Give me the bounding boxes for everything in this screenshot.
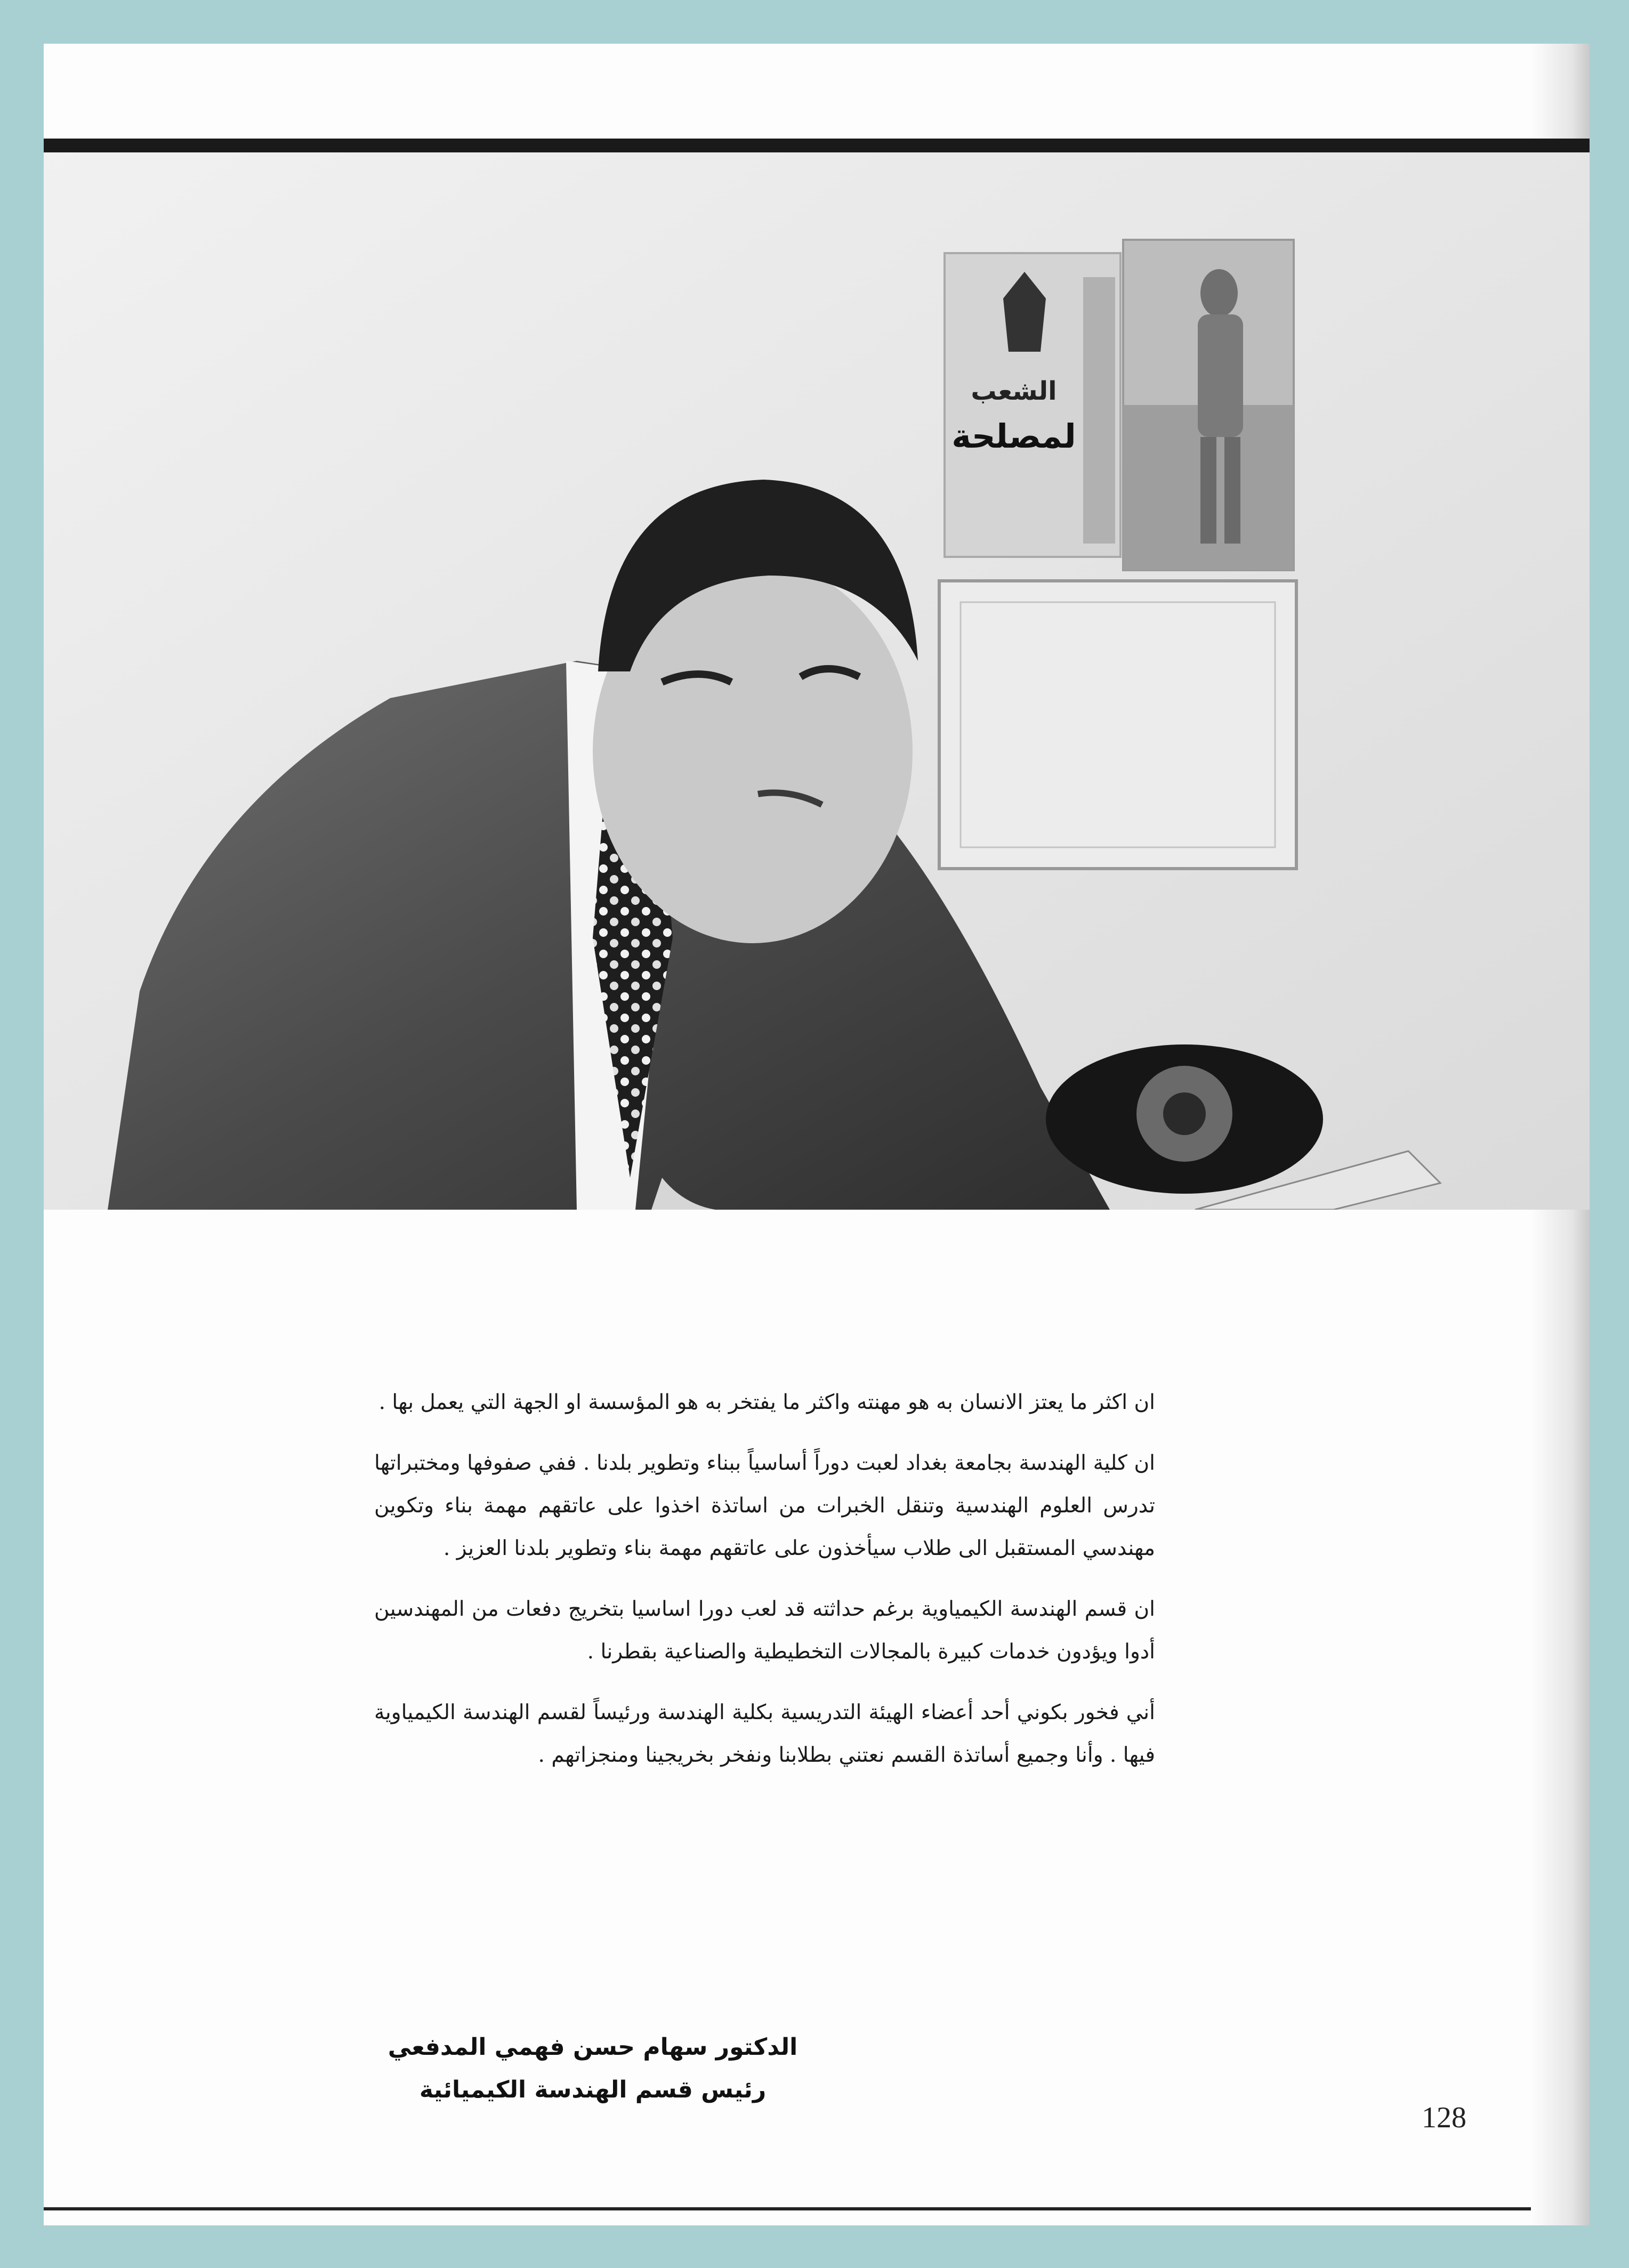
page-number: 128: [1422, 2101, 1466, 2134]
book-page: [44, 44, 1590, 2225]
paragraph-3: ان قسم الهندسة الكيمياوية برغم حداثته قد لعب دورا اساسيا بتخريج دفعات من المهندسين أدوا ويؤدون خدمات كبيرة بالمجالات التخطيطية والصناعية بقطرنا .: [374, 1597, 1155, 1664]
wall-photo: [1123, 240, 1294, 570]
poster-text-1: الشعب: [971, 376, 1057, 406]
signature-name: الدكتور سهام حسن فهمي المدفعي: [388, 2034, 798, 2061]
bottom-rule: [44, 2207, 1531, 2210]
desk-telephone: [1046, 1044, 1323, 1194]
wall-poster: [945, 253, 1120, 557]
article-body: [374, 1381, 1155, 1795]
portrait-photo: [44, 139, 1590, 1210]
paragraph-2: ان كلية الهندسة بجامعة بغداد لعبت دوراً أساسياً ببناء وتطوير بلدنا . ففي صفوفها ومختبراتها تدرس العلوم الهندسية وتنقل الخبرات من اساتذة اخذوا على عاتقهم مهمة بناء وتكوين مهندسي المستقبل الى طلاب سيأخذون على عاتقهم مهمة بناء وتطوير بلدنا العزيز .: [374, 1451, 1155, 1560]
poster-text-2: لمصلحة: [951, 417, 1076, 456]
wall-certificate: [939, 581, 1296, 869]
signature-block: [342, 2026, 843, 2111]
paragraph-1: ان اكثر ما يعتز الانسان به هو مهنته واكثر ما يفتخر به هو المؤسسة او الجهة التي يعمل بها .: [378, 1390, 1155, 1414]
paragraph-4: أني فخور بكوني أحد أعضاء الهيئة التدريسية بكلية الهندسة ورئيساً لقسم الهندسة الكيمياوية فيها . وأنا وجميع أساتذة القسم نعتني بطلابنا ونفخر بخريجينا ومنجزاتهم .: [374, 1700, 1155, 1767]
signature-title: رئيس قسم الهندسة الكيميائية: [419, 2076, 767, 2103]
office-scene: [44, 139, 1590, 1210]
